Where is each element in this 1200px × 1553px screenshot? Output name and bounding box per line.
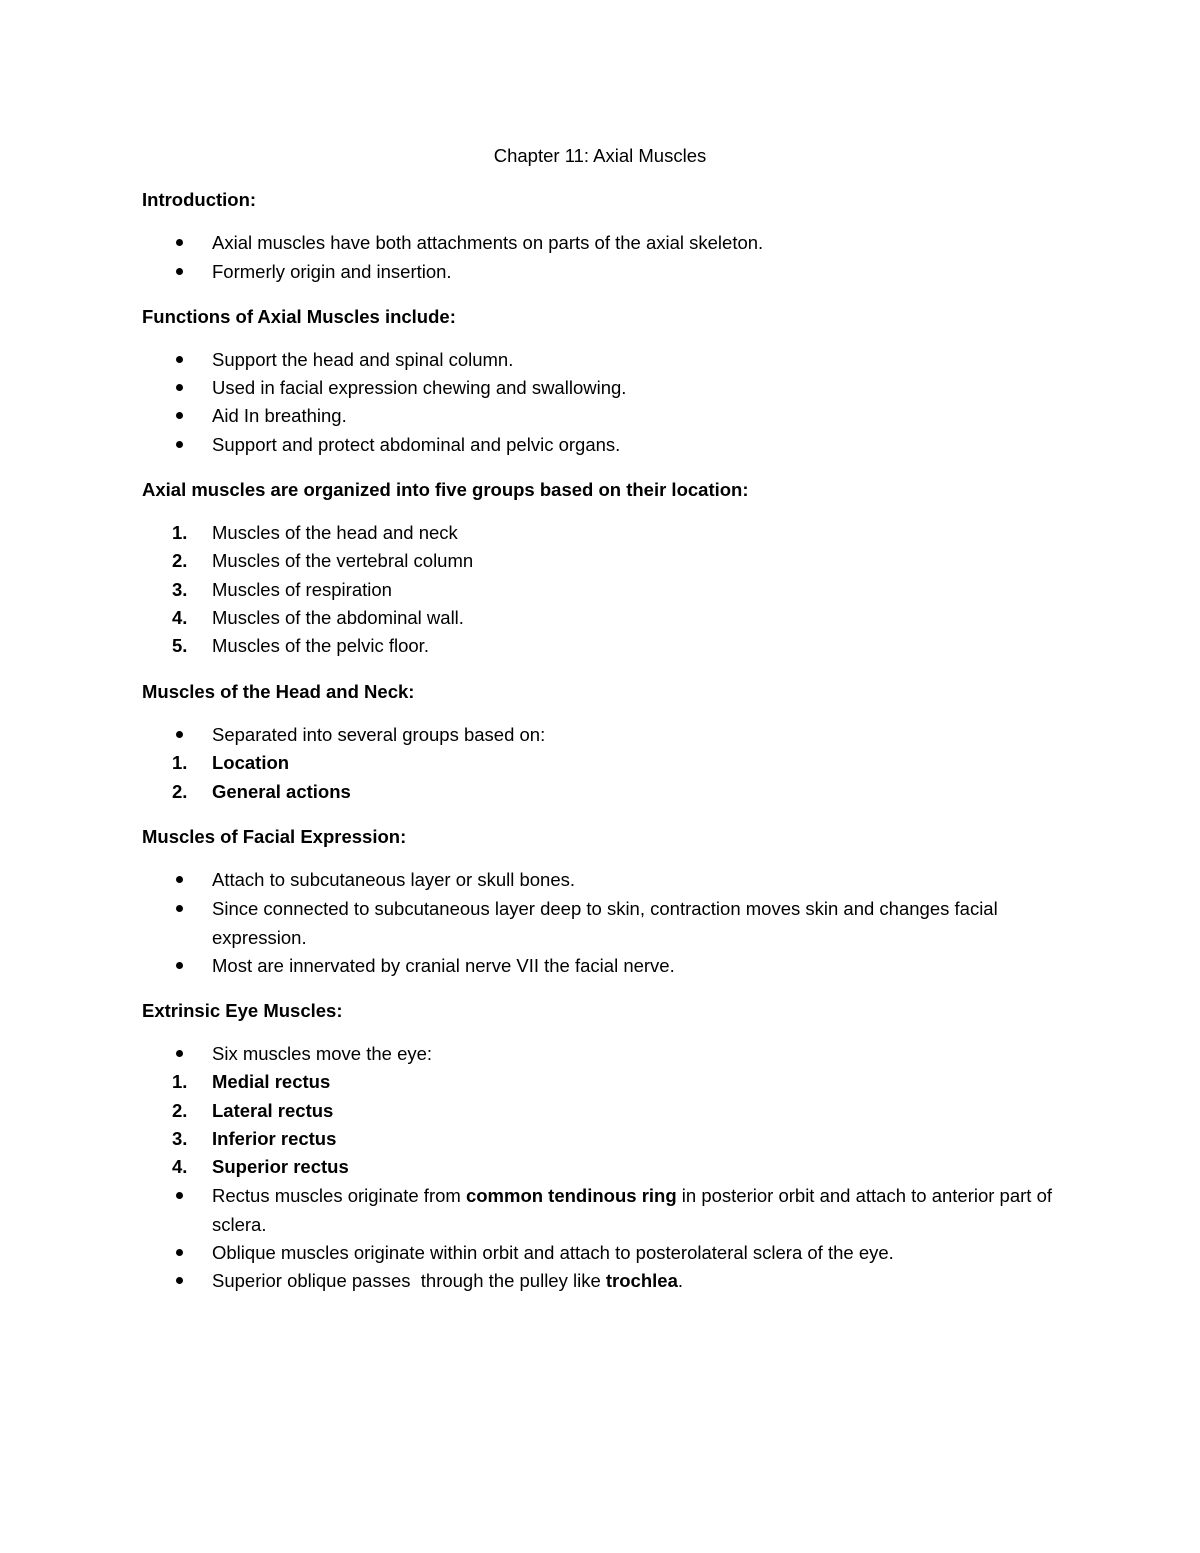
bullet-icon (172, 721, 202, 750)
list-number: 2. (172, 550, 188, 571)
list-item: Most are innervated by cranial nerve VII the facial nerve. (212, 955, 675, 976)
bullet-icon (172, 1182, 202, 1211)
heading-introduction: Introduction: (142, 189, 257, 210)
list-item: Superior rectus (212, 1156, 349, 1177)
list-item: Separated into several groups based on: (212, 724, 546, 745)
list-number: 4. (172, 1156, 188, 1177)
heading-functions: Functions of Axial Muscles include: (142, 306, 456, 327)
list-item: Aid In breathing. (212, 405, 347, 426)
list-item: General actions (212, 781, 351, 802)
list-item: Lateral rectus (212, 1100, 334, 1121)
bullet-icon (172, 895, 202, 924)
bullet-icon (172, 1267, 202, 1296)
list-number: 2. (172, 781, 188, 802)
bullet-icon (172, 346, 202, 375)
list-item: Six muscles move the eye: (212, 1043, 433, 1064)
bullet-icon (172, 374, 202, 403)
list-item: Muscles of the abdominal wall. (212, 607, 464, 628)
list-number: 1. (172, 522, 188, 543)
list-item: Support the head and spinal column. (212, 349, 514, 370)
list-number: 2. (172, 1100, 188, 1121)
list-item: Muscles of the vertebral column (212, 550, 474, 571)
bullet-icon (172, 402, 202, 431)
heading-facial: Muscles of Facial Expression: (142, 826, 407, 847)
bullet-icon (172, 952, 202, 981)
list-number: 3. (172, 1128, 188, 1149)
list-number: 1. (172, 1071, 188, 1092)
list-item: Location (212, 752, 290, 773)
list-number: 5. (172, 635, 188, 656)
list-item: Attach to subcutaneous layer or skull bones. (212, 869, 576, 890)
page-title: Chapter 11: Axial Muscles (493, 145, 707, 166)
list-item: Since connected to subcutaneous layer deep to skin, contraction moves skin and changes facial expression. (212, 898, 998, 948)
list-item: Inferior rectus (212, 1128, 337, 1149)
list-item: Support and protect abdominal and pelvic organs. (212, 434, 621, 455)
list-item: Rectus muscles originate from common tendinous ring in posterior orbit and attach to anterior part of sclera. (212, 1185, 1053, 1235)
heading-head-neck: Muscles of the Head and Neck: (142, 681, 415, 702)
bullet-icon (172, 229, 202, 258)
heading-groups: Axial muscles are organized into five groups based on their location: (142, 479, 749, 500)
list-number: 4. (172, 607, 188, 628)
list-item: Muscles of the pelvic floor. (212, 635, 429, 656)
bullet-icon (172, 258, 202, 287)
list-item: Muscles of respiration (212, 579, 392, 600)
list-item: Axial muscles have both attachments on parts of the axial skeleton. (212, 232, 764, 253)
list-item: Superior oblique passes through the pulley like trochlea. (212, 1270, 683, 1291)
list-item: Oblique muscles originate within orbit and attach to posterolateral sclera of the eye. (212, 1242, 894, 1263)
bullet-icon (172, 1239, 202, 1268)
list-number: 3. (172, 579, 188, 600)
list-item: Used in facial expression chewing and swallowing. (212, 377, 627, 398)
list-item: Medial rectus (212, 1071, 331, 1092)
list-item: Formerly origin and insertion. (212, 261, 452, 282)
bullet-icon (172, 1040, 202, 1069)
list-number: 1. (172, 752, 188, 773)
bullet-icon (172, 431, 202, 460)
bullet-icon (172, 866, 202, 895)
list-item: Muscles of the head and neck (212, 522, 458, 543)
heading-eye: Extrinsic Eye Muscles: (142, 1000, 343, 1021)
